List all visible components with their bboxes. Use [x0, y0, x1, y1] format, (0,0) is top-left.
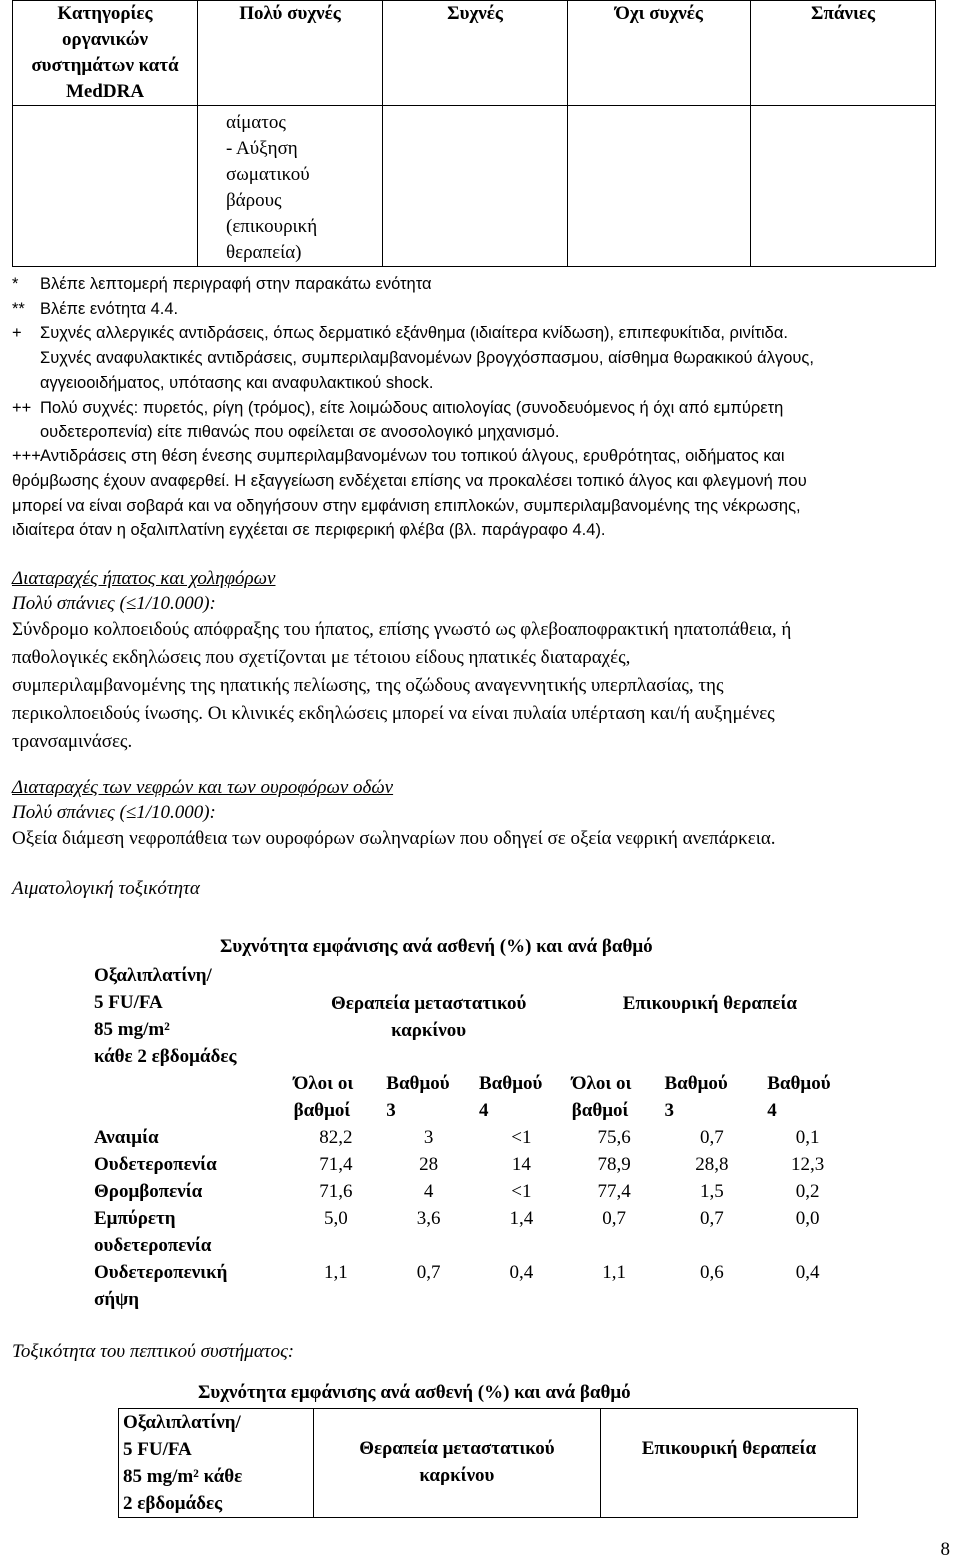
paragraph-line: συμπεριλαμβανομένης της ηπατικής πελίωσης, της οζώδους αναγεννητικής υπερπλασίας, της — [12, 675, 724, 696]
table-row — [13, 106, 936, 267]
row-label — [90, 1205, 290, 1259]
value-cell: 75,6 — [597, 1127, 631, 1148]
footnote-text: Πολύ συχνές: πυρετός, ρίγη (τρόμος), είτε λοιμώδους αιτιολογίας (συνοδευόμενος ή όχι από εμπύρετη — [40, 399, 784, 417]
table-row — [90, 1151, 852, 1178]
section-heading-hema: Αιματολογική τοξικότητα — [12, 878, 200, 899]
footnote-text: Βλέπε ενότητα 4.4. — [40, 300, 179, 318]
footnote — [12, 443, 785, 469]
group-line: Θεραπεία μεταστατικού — [359, 1438, 555, 1459]
value-cell: 28 — [419, 1154, 439, 1175]
footnote-marker: ** — [12, 300, 25, 318]
header-cell: Πολύ συχνές — [198, 1, 383, 106]
footnote — [12, 296, 178, 322]
value-cell: <1 — [511, 1127, 532, 1148]
frequency-label: Πολύ σπάνιες (≤1/10.000): — [12, 802, 216, 823]
corner-line: κάθε 2 εβδομάδες — [94, 1046, 237, 1067]
group-line: Θεραπεία μεταστατικού — [330, 993, 527, 1014]
footnote — [12, 345, 814, 371]
footnote-tail: θρόμβωσης έχουν αναφερθεί. Η εξαγγείωση ενδέχεται επίσης να προκαλέσει τοπικό άλγος και φλεγμονή που — [12, 472, 807, 490]
footnote-text: Αντιδράσεις στη θέση ένεσης συμπεριλαμβανομένων του τοπικού άλγους, ερυθρότητας, οιδήματος και — [40, 447, 785, 465]
value-cell: 71,6 — [319, 1181, 353, 1202]
subheader-line: 3 — [386, 1100, 396, 1121]
value-cell: 0,7 — [699, 1127, 724, 1148]
value-cell: 0,0 — [795, 1208, 820, 1229]
table-row — [90, 1259, 852, 1313]
corner-line: 2 εβδομάδες — [123, 1493, 223, 1514]
value-cell: 12,3 — [790, 1154, 825, 1175]
table-header-row — [90, 962, 852, 1070]
value-cell: 0,4 — [509, 1262, 534, 1283]
footnote — [12, 419, 559, 445]
label-line: σήψη — [94, 1289, 139, 1310]
row-label — [90, 1259, 290, 1313]
cell-line: - Αύξηση — [226, 138, 298, 159]
subheader-line: Βαθμού — [386, 1073, 450, 1094]
cell-line: σωματικού — [226, 164, 310, 185]
footnote — [12, 370, 434, 396]
footnote-text: Συχνές αλλεργικές αντιδράσεις, όπως δερματικό εξάνθημα (ιδιαίτερα κνίδωση), επιπεφυκίτιδα, ρινίτιδα. — [40, 324, 788, 342]
value-cell: 3,6 — [416, 1208, 441, 1229]
paragraph-line: Σύνδρομο κολποειδούς απόφραξης του ήπατος, επίσης γνωστό ως φλεβοαποφρακτική ηπατοπάθεια, ή — [12, 619, 792, 640]
frequency-label: Πολύ σπάνιες (≤1/10.000): — [12, 593, 216, 614]
subheader-cell — [568, 1070, 661, 1124]
hema-table — [90, 962, 852, 1313]
subheader-line: 4 — [479, 1100, 489, 1121]
value-cell: 0,6 — [699, 1262, 724, 1283]
subheader-line: 4 — [767, 1100, 777, 1121]
table-caption: Συχνότητα εμφάνισης ανά ασθενή (%) και ανά βαθμό — [220, 936, 653, 957]
cell-line: αίματος — [226, 112, 286, 133]
footnote-marker: * — [12, 275, 19, 293]
table-cell — [568, 106, 751, 267]
value-cell: 1,5 — [699, 1181, 724, 1202]
footnote-tail: ιδιαίτερα όταν η οξαλιπλατίνη εγχέεται σε περιφερική φλέβα (βλ. παράγραφο 4.4). — [12, 521, 606, 539]
subheader-line: Όλοι οι — [293, 1073, 354, 1094]
value-cell: 14 — [511, 1154, 531, 1175]
corner-line: 5 FU/FA — [123, 1439, 192, 1460]
corner-line: 85 mg/m² κάθε — [123, 1466, 243, 1487]
corner-line: Οξαλιπλατίνη/ — [94, 965, 212, 986]
subheader-cell — [763, 1070, 852, 1124]
footnote — [12, 271, 432, 297]
header-cell: Συχνές — [383, 1, 568, 106]
group-line: καρκίνου — [419, 1465, 495, 1486]
header-cell: Κατηγορίες οργανικών συστημάτων κατά MedDRA — [13, 1, 198, 106]
value-cell: 5,0 — [324, 1208, 348, 1229]
footnote-marker: +++ — [12, 447, 41, 465]
footnote — [12, 395, 783, 421]
table-cell — [198, 106, 383, 267]
value-cell: 77,4 — [597, 1181, 631, 1202]
subheader-cell — [382, 1070, 475, 1124]
table-header-row — [13, 1, 936, 106]
corner-cell — [90, 962, 290, 1070]
label-line: ουδετεροπενία — [94, 1235, 212, 1256]
footnote-text: Συχνές αναφυλακτικές αντιδράσεις, συμπεριλαμβανομένων βρογχόσπασμου, αίσθημα θωρακικού άλγους, — [40, 349, 814, 367]
value-cell: 0,2 — [795, 1181, 820, 1202]
cell-line: θεραπεία) — [226, 242, 302, 263]
subheader-line: Βαθμού — [664, 1073, 728, 1094]
subheader-line: 3 — [664, 1100, 674, 1121]
empty-cell — [90, 1070, 290, 1124]
row-label: Αναιμία — [94, 1127, 159, 1148]
corner-line: 5 FU/FA — [94, 992, 163, 1013]
section-heading-kidney: Διαταραχές των νεφρών και των ουροφόρων οδών — [12, 777, 394, 798]
label-line: Εμπύρετη — [94, 1208, 176, 1229]
subheader-cell — [290, 1070, 383, 1124]
adverse-reactions-table — [12, 0, 936, 267]
footnote-text: Βλέπε λεπτομερή περιγραφή στην παρακάτω ενότητα — [40, 275, 432, 293]
subheader-line: βαθμοί — [571, 1100, 629, 1121]
footnote-text: αγγειοοιδήματος, υπότασης και αναφυλακτικού shock. — [40, 374, 434, 392]
table-row — [90, 1178, 852, 1205]
subheader-cell — [660, 1070, 763, 1124]
header-cell: Σπάνιες — [751, 1, 936, 106]
liver-paragraph — [12, 616, 948, 756]
value-cell: 3 — [423, 1127, 434, 1148]
kidney-paragraph: Οξεία διάμεση νεφροπάθεια των ουροφόρων σωληναρίων που οδηγεί σε οξεία νεφρική ανεπάρκεια. — [12, 828, 776, 849]
value-cell: 4 — [423, 1181, 434, 1202]
value-cell: 0,7 — [416, 1262, 441, 1283]
value-cell: 0,7 — [602, 1208, 626, 1229]
page-number: 8 — [940, 1539, 950, 1560]
table-cell — [13, 106, 198, 267]
value-cell: 71,4 — [319, 1154, 353, 1175]
value-cell: 28,8 — [695, 1154, 729, 1175]
subheader-line: Βαθμού — [479, 1073, 543, 1094]
subheader-cell — [475, 1070, 568, 1124]
table-caption: Συχνότητα εμφάνισης ανά ασθενή (%) και ανά βαθμό — [198, 1382, 631, 1403]
row-label: Θρομβοπενία — [94, 1181, 203, 1202]
footnote-marker: ++ — [12, 399, 32, 417]
value-cell: 1,4 — [509, 1208, 534, 1229]
table-cell — [383, 106, 568, 267]
subheader-line: Βαθμού — [767, 1073, 831, 1094]
row-label: Ουδετεροπενία — [94, 1154, 217, 1175]
value-cell: 82,2 — [319, 1127, 353, 1148]
corner-cell — [119, 1409, 314, 1518]
group-header-metastatic — [314, 1409, 601, 1518]
table-row — [90, 1124, 852, 1151]
value-cell: 1,1 — [324, 1262, 348, 1283]
group-header-adjuvant: Επικουρική θεραπεία — [641, 1438, 817, 1459]
footnote-text: ουδετεροπενία) είτε πιθανώς που οφείλεται σε ανοσολογικό μηχανισμό. — [40, 423, 560, 441]
subheader-line: Όλοι οι — [571, 1073, 632, 1094]
value-cell: <1 — [511, 1181, 532, 1202]
value-cell: 0,4 — [795, 1262, 820, 1283]
gi-table — [118, 1408, 858, 1518]
value-cell: 0,7 — [699, 1208, 724, 1229]
subheader-line: βαθμοί — [293, 1100, 351, 1121]
group-header-adjuvant: Επικουρική θεραπεία — [622, 993, 798, 1014]
cell-line: βάρους — [226, 190, 282, 211]
label-line: Ουδετεροπενική — [94, 1262, 228, 1283]
footnote — [12, 320, 788, 346]
group-header-metastatic — [290, 962, 568, 1070]
corner-line: Οξαλιπλατίνη/ — [123, 1412, 241, 1433]
table-subheader-row — [90, 1070, 852, 1124]
corner-line: 85 mg/m² — [94, 1019, 170, 1040]
section-heading-liver: Διαταραχές ήπατος και χοληφόρων — [12, 568, 276, 589]
paragraph-line: παθολογικές εκδηλώσεις που σχετίζονται με τέτοιου είδους ηπατικές διαταραχές, — [12, 647, 631, 668]
value-cell: 78,9 — [597, 1154, 631, 1175]
value-cell: 0,1 — [795, 1127, 820, 1148]
footnote-tail: μπορεί να είναι σοβαρά και να οδηγήσουν στην εμφάνιση επιπλοκών, συμπεριλαμβανομένης της νέκρωσης, — [12, 497, 801, 515]
paragraph-line: τρανσαμινάσες. — [12, 731, 133, 752]
value-cell: 1,1 — [602, 1262, 626, 1283]
paragraph-line: περικολποειδούς ίνωσης. Οι κλινικές εκδηλώσεις μπορεί να είναι πυλαία υπέρταση και/ή αυξημένες — [12, 703, 775, 724]
table-header-row — [119, 1409, 858, 1518]
header-cell: Όχι συχνές — [568, 1, 751, 106]
table-row — [90, 1205, 852, 1259]
cell-line: (επικουρική — [226, 216, 318, 237]
table-cell — [751, 106, 936, 267]
footnote-marker: + — [12, 324, 22, 342]
section-heading-gi: Τοξικότητα του πεπτικού συστήματος: — [12, 1341, 295, 1362]
group-line: καρκίνου — [391, 1020, 467, 1041]
